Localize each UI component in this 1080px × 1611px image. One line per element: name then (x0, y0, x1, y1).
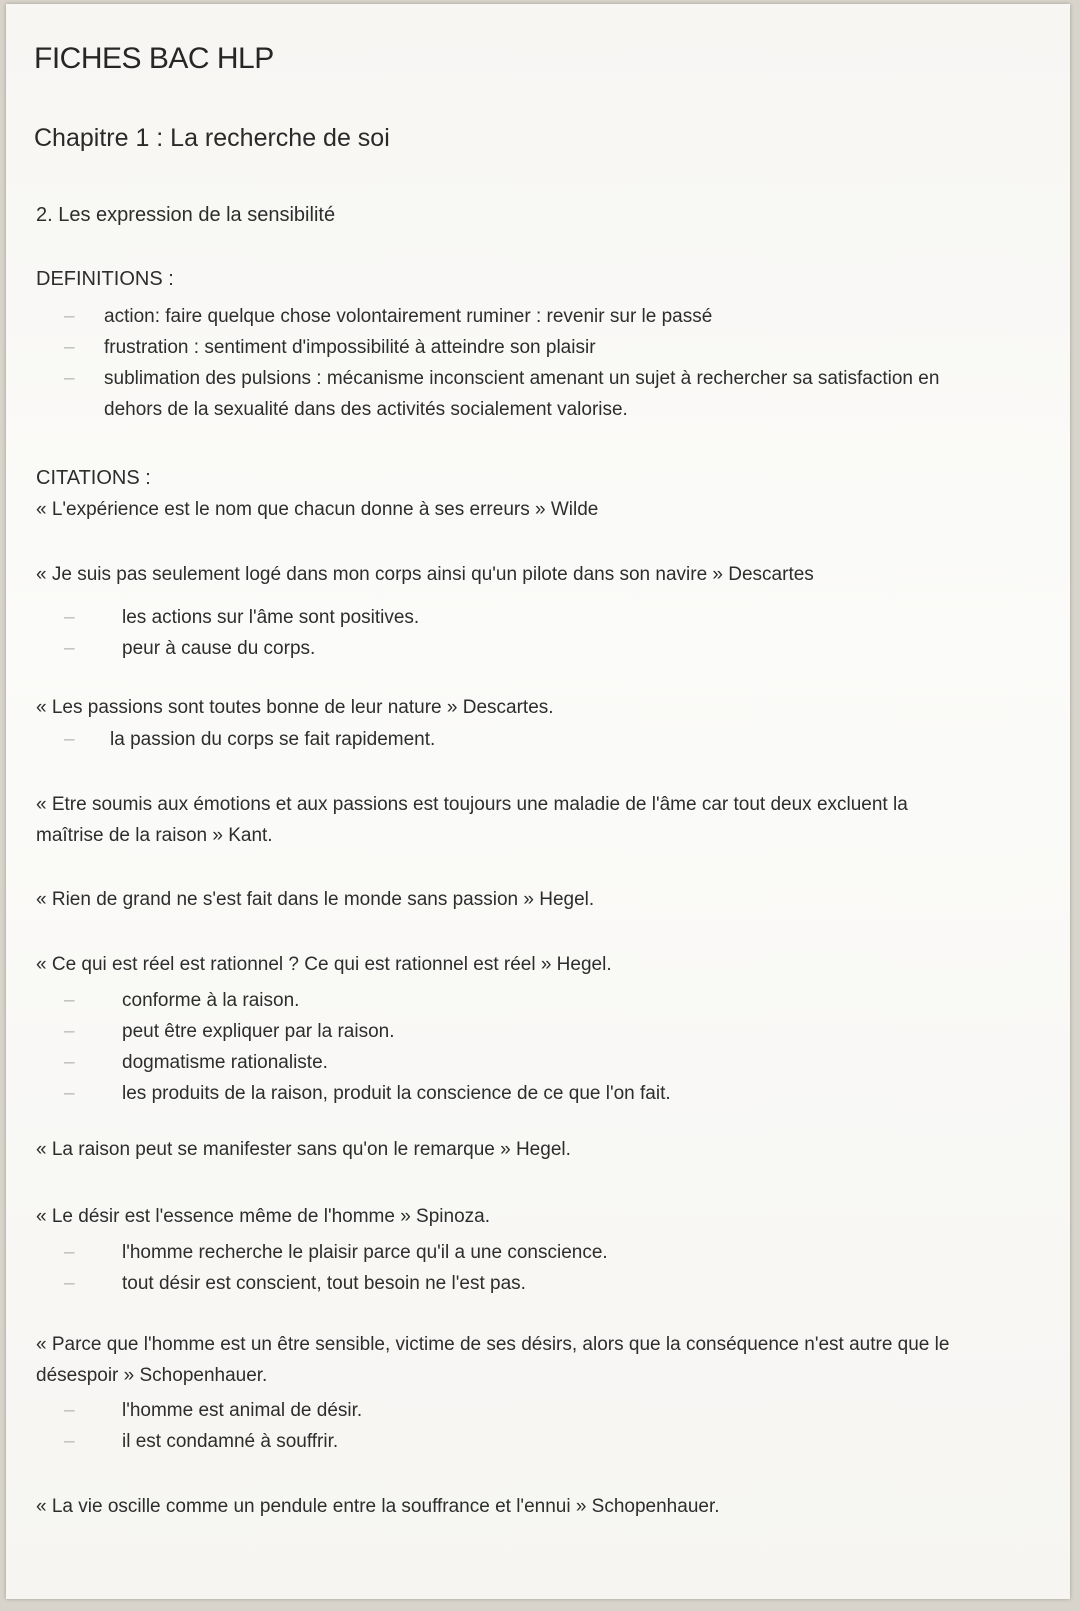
definition-item: – action: faire quelque chose volontairement ruminer : revenir sur le passé (36, 301, 1016, 332)
dash-bullet: – (64, 1083, 75, 1104)
citation-note: – l'homme recherche le plaisir parce qu'il a une conscience. (36, 1237, 1016, 1268)
document-page (6, 4, 1070, 1599)
citation-quote: « Rien de grand ne s'est fait dans le monde sans passion » Hegel. (36, 889, 595, 910)
dash-bullet: – (64, 729, 75, 750)
dash-bullet: – (64, 638, 75, 659)
citation-quote: « Etre soumis aux émotions et aux passions est toujours une maladie de l'âme car tout deux excluent la maîtrise de la raison » Kant. (36, 794, 908, 846)
citation-quote: « La raison peut se manifester sans qu'on le remarque » Hegel. (36, 1139, 571, 1160)
definitions-list (36, 301, 1016, 425)
citation-notes (36, 1395, 1016, 1457)
citation-quote: « L'expérience est le nom que chacun donne à ses erreurs » Wilde (36, 499, 599, 520)
citation-note: – les actions sur l'âme sont positives. (36, 602, 1016, 633)
definitions-label: DEFINITIONS : (36, 268, 174, 290)
citation-note: – il est condamné à souffrir. (36, 1426, 1016, 1457)
document-title: FICHES BAC HLP (34, 42, 274, 75)
dash-bullet: – (64, 1273, 75, 1294)
citation-note: – dogmatisme rationaliste. (36, 1047, 1016, 1078)
dash-bullet: – (64, 1400, 75, 1421)
dash-bullet: – (64, 1021, 75, 1042)
citation-note: – les produits de la raison, produit la conscience de ce que l'on fait. (36, 1078, 1016, 1109)
definition-item: – sublimation des pulsions : mécanisme inconscient amenant un sujet à rechercher sa satisfaction en dehors de la sexualité dans des activités socialement valorise. (36, 363, 974, 425)
citation-quote: « Les passions sont toutes bonne de leur nature » Descartes. (36, 697, 554, 718)
dash-bullet: – (64, 337, 75, 358)
citation-notes (36, 602, 1016, 664)
citation-quote: « La vie oscille comme un pendule entre la souffrance et l'ennui » Schopenhauer. (36, 1496, 720, 1517)
citation-note: – conforme à la raison. (36, 985, 1016, 1016)
chapter-heading: Chapitre 1 : La recherche de soi (34, 124, 390, 152)
definition-item: – frustration : sentiment d'impossibilité à atteindre son plaisir (36, 332, 1016, 363)
citation-quote: « Je suis pas seulement logé dans mon corps ainsi qu'un pilote dans son navire » Descartes (36, 564, 814, 585)
citation-quote: « Ce qui est réel est rationnel ? Ce qui est rationnel est réel » Hegel. (36, 954, 612, 975)
section-heading: 2. Les expression de la sensibilité (36, 204, 336, 226)
citation-notes (36, 724, 1016, 755)
dash-bullet: – (64, 1242, 75, 1263)
citation-quote: « Le désir est l'essence même de l'homme » Spinoza. (36, 1206, 490, 1227)
dash-bullet: – (64, 607, 75, 628)
citation-note: – la passion du corps se fait rapidement. (36, 724, 1016, 755)
citation-note: – tout désir est conscient, tout besoin ne l'est pas. (36, 1268, 1016, 1299)
citation-note: – peur à cause du corps. (36, 633, 1016, 664)
citation-notes (36, 985, 1016, 1109)
dash-bullet: – (64, 306, 75, 327)
dash-bullet: – (64, 1052, 75, 1073)
citations-label: CITATIONS : (36, 467, 151, 489)
citation-quote: « Parce que l'homme est un être sensible, victime de ses désirs, alors que la conséquence n'est autre que le désespoir » Schopenhauer. (36, 1334, 950, 1386)
citation-note: – peut être expliquer par la raison. (36, 1016, 1016, 1047)
citation-note: – l'homme est animal de désir. (36, 1395, 1016, 1426)
dash-bullet: – (64, 990, 75, 1011)
dash-bullet: – (64, 1431, 75, 1452)
citation-notes (36, 1237, 1016, 1299)
dash-bullet: – (64, 368, 75, 389)
